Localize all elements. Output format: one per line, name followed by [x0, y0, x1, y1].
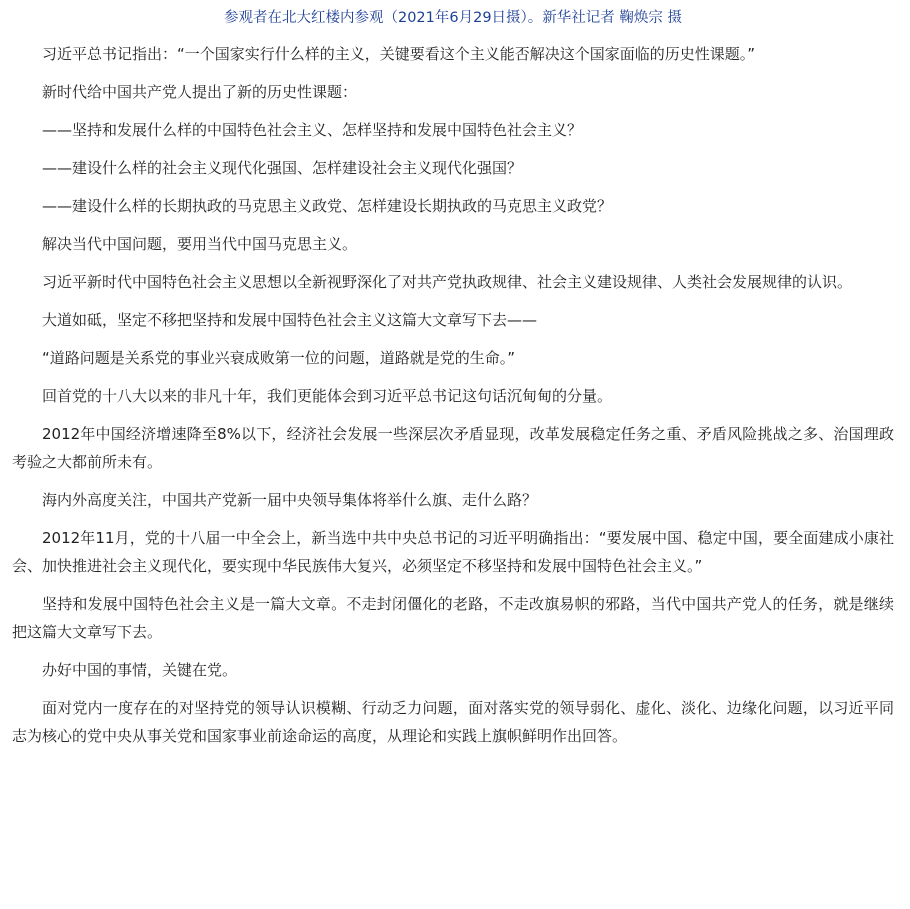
- paragraph: ——建设什么样的长期执政的马克思主义政党、怎样建设长期执政的马克思主义政党？: [42, 197, 613, 215]
- paragraph: 海内外高度关注，中国共产党新一届中央领导集体将举什么旗、走什么路？: [42, 491, 538, 509]
- paragraph: 大道如砥，坚定不移把坚持和发展中国特色社会主义这篇大文章写下去——: [42, 311, 538, 329]
- paragraph: ——建设什么样的社会主义现代化强国、怎样建设社会主义现代化强国？: [42, 159, 523, 177]
- paragraph: “道路问题是关系党的事业兴衰成败第一位的问题，道路就是党的生命。”: [42, 349, 516, 367]
- paragraph: ——坚持和发展什么样的中国特色社会主义、怎样坚持和发展中国特色社会主义？: [42, 121, 583, 139]
- paragraph: 2012年11月，党的十八届一中全会上，新当选中共中央总书记的习近平明确指出：“要发展中国、稳定中国，要全面建成小康社会、加快推进社会主义现代化，要实现中华民族伟大复兴，必须坚定不移坚持和发展中国特色社会主义。”: [12, 529, 894, 575]
- paragraph: 面对党内一度存在的对坚持党的领导认识模糊、行动乏力问题，面对落实党的领导弱化、虚化、淡化、边缘化问题，以习近平同志为核心的党中央从事关党和国家事业前途命运的高度，从理论和实践上旗帜鲜明作出回答。: [12, 699, 894, 745]
- paragraph: 习近平总书记指出：“一个国家实行什么样的主义，关键要看这个主义能否解决这个国家面临的历史性课题。”: [42, 45, 756, 63]
- paragraph: 习近平新时代中国特色社会主义思想以全新视野深化了对共产党执政规律、社会主义建设规律、人类社会发展规律的认识。: [42, 273, 853, 291]
- paragraph: 回首党的十八大以来的非凡十年，我们更能体会到习近平总书记这句话沉甸甸的分量。: [42, 387, 613, 405]
- article: [12, 0, 894, 760]
- photo-caption: 参观者在北大红楼内参观（2021年6月29日摄）。新华社记者 鞠焕宗 摄: [223, 10, 683, 26]
- paragraph: 办好中国的事情，关键在党。: [42, 661, 238, 679]
- paragraph: 解决当代中国问题，要用当代中国马克思主义。: [42, 235, 358, 253]
- paragraph: 2012年中国经济增速降至8%以下，经济社会发展一些深层次矛盾显现，改革发展稳定任务之重、矛盾风险挑战之多、治国理政考验之大都前所未有。: [12, 425, 894, 471]
- paragraph: 新时代给中国共产党人提出了新的历史性课题：: [42, 83, 358, 101]
- paragraph: 坚持和发展中国特色社会主义是一篇大文章。不走封闭僵化的老路，不走改旗易帜的邪路，当代中国共产党人的任务，就是继续把这篇大文章写下去。: [12, 595, 894, 641]
